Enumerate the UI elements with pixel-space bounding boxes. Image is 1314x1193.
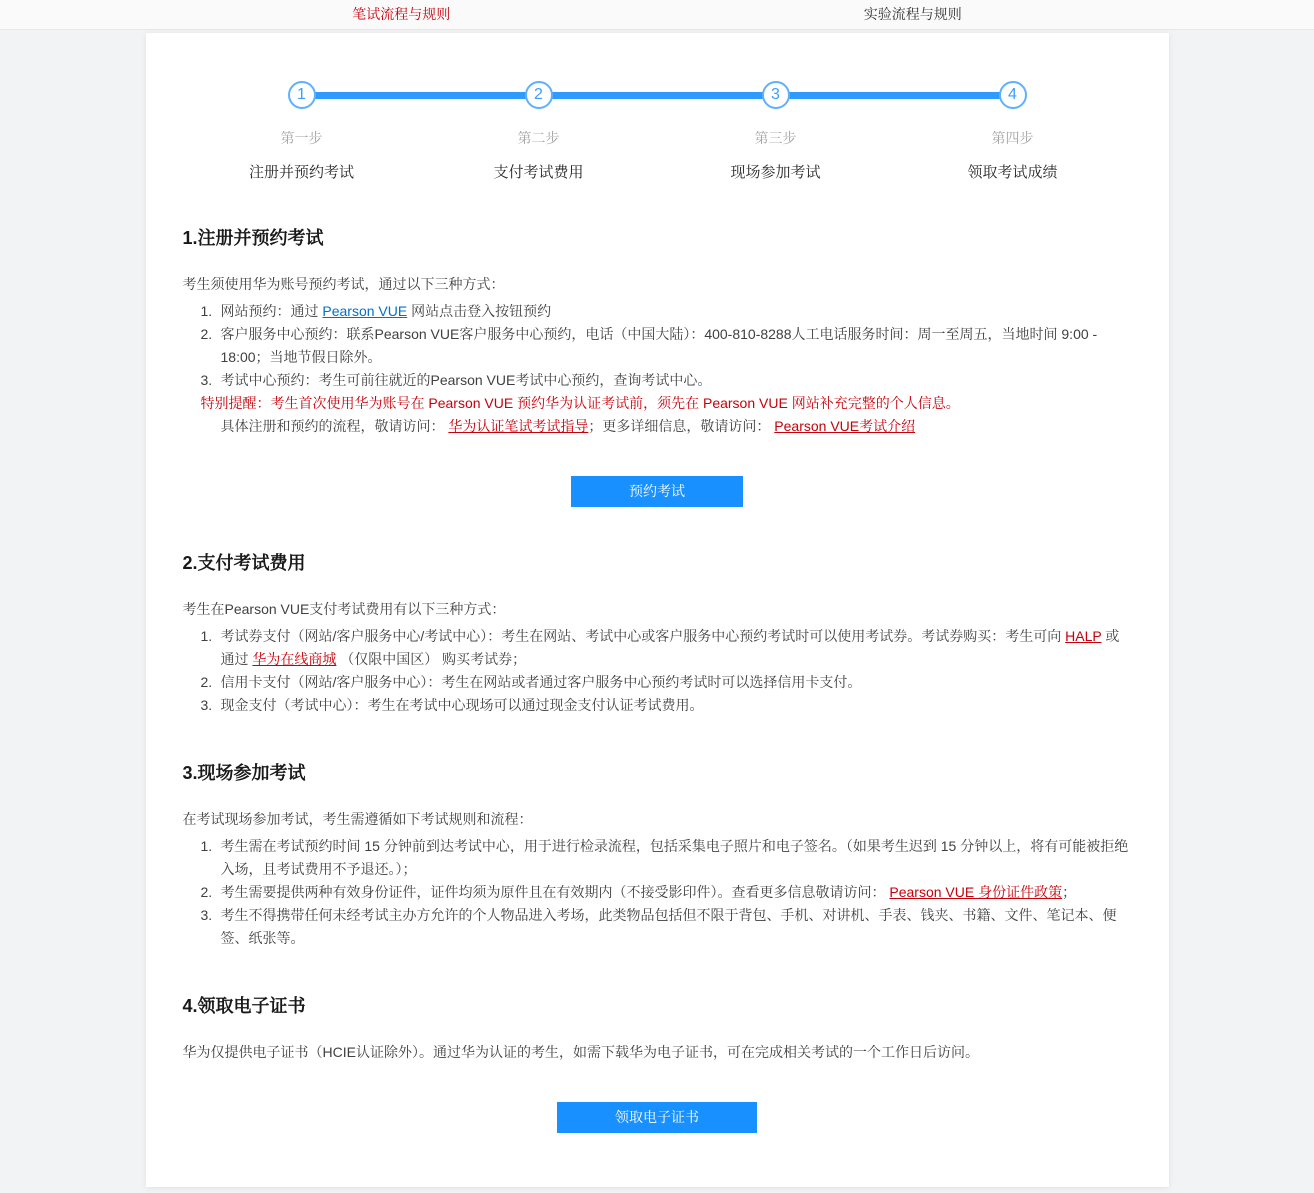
list-item-number: 1. bbox=[200, 303, 213, 319]
list-item bbox=[201, 625, 1132, 671]
list-item-text-mid: 或通过 bbox=[220, 628, 1120, 667]
stepper-connector-line bbox=[306, 92, 1009, 99]
pearson-exam-intro-link[interactable]: Pearson VUE考试介绍 bbox=[774, 418, 916, 434]
section-1-intro: 考生须使用华为账号预约考试，通过以下三种方式： bbox=[182, 276, 505, 292]
list-item-number: 3. bbox=[200, 697, 213, 713]
list-item bbox=[201, 369, 1132, 392]
list-item-text: 客户服务中心预约：联系Pearson VUE客户服务中心预约，电话（中国大陆）：400-810-8288人工电话服务时间：周一至周五，当地时间 9:00 - 18:00；当地节假日除外。 bbox=[220, 326, 1098, 365]
list-item-text bbox=[221, 625, 1132, 671]
tab-bar bbox=[0, 0, 1314, 30]
section-2-heading: 2.支付考试费用 bbox=[182, 553, 306, 573]
step-number-circle: 1 bbox=[288, 81, 316, 109]
step-item-1 bbox=[216, 81, 388, 182]
list-item-number: 3. bbox=[200, 907, 213, 923]
list-item bbox=[201, 881, 1132, 904]
special-reminder-text: 特别提醒：考生首次使用华为账号在 Pearson VUE 预约华为认证考试前，须先在 Pearson VUE 网站补充完整的个人信息。 bbox=[200, 395, 960, 411]
step-label: 第二步 bbox=[517, 130, 560, 146]
list-item bbox=[201, 835, 1132, 881]
list-item-number: 1. bbox=[200, 838, 213, 854]
section-2-intro: 考生在Pearson VUE支付考试费用有以下三种方式： bbox=[182, 601, 506, 617]
detail-text-pre: 具体注册和预约的流程，敬请访问： bbox=[220, 418, 449, 434]
step-number-circle: 2 bbox=[525, 81, 553, 109]
step-label: 第四步 bbox=[991, 130, 1034, 146]
step-number-circle: 3 bbox=[762, 81, 790, 109]
list-item-text-pre: 网站预约：通过 bbox=[220, 303, 323, 319]
step-item-4 bbox=[927, 81, 1099, 182]
content-card bbox=[146, 33, 1169, 1187]
section-1-heading: 1.注册并预约考试 bbox=[182, 228, 324, 248]
list-item-text-pre: 考试券支付（网站/客户服务中心/考试中心）：考生在网站、考试中心或客户服务中心预约考试时可以使用考试券。考试券购买：考生可向 bbox=[220, 628, 1066, 644]
section-1-detail-line bbox=[221, 415, 1132, 438]
huawei-online-mall-link[interactable]: 华为在线商城 bbox=[252, 651, 337, 667]
get-certificate-button-row bbox=[183, 1102, 1132, 1133]
list-item-number: 3. bbox=[200, 372, 213, 388]
list-item-number: 1. bbox=[200, 628, 213, 644]
section-3-intro: 在考试现场参加考试，考生需遵循如下考试规则和流程： bbox=[182, 811, 533, 827]
list-item-number: 2. bbox=[200, 326, 213, 342]
list-item-text: 考生需在考试预约时间 15 分钟前到达考试中心，用于进行检录流程，包括采集电子照片和电子签名。（如果考生迟到 15 分钟以上，将有可能被拒绝入场，且考试费用不予退还。）； bbox=[220, 838, 1129, 877]
list-item bbox=[201, 671, 1132, 694]
exam-process-stepper bbox=[146, 33, 1169, 182]
list-item-text: 考生不得携带任何未经考试主办方允许的个人物品进入考场，此类物品包括但不限于背包、手机、对讲机、手表、钱夹、书籍、文件、笔记本、便签、纸张等。 bbox=[220, 907, 1117, 946]
tab-lab-exam[interactable]: 实验流程与规则 bbox=[863, 6, 962, 22]
list-item-text-post: 网站点击登入按钮预约 bbox=[407, 303, 552, 319]
step-number-circle: 4 bbox=[999, 81, 1027, 109]
section-3-heading: 3.现场参加考试 bbox=[182, 763, 306, 783]
step-label: 第三步 bbox=[754, 130, 797, 146]
book-exam-button-row bbox=[183, 476, 1132, 507]
section-1-list bbox=[201, 300, 1132, 392]
list-item-number: 2. bbox=[200, 884, 213, 900]
tab-bar-inner bbox=[146, 0, 1169, 29]
section-3-list bbox=[201, 835, 1132, 950]
section-2-list bbox=[201, 625, 1132, 717]
list-item bbox=[201, 904, 1132, 950]
step-item-3 bbox=[690, 81, 862, 182]
step-title: 领取考试成绩 bbox=[967, 164, 1058, 181]
step-title: 现场参加考试 bbox=[730, 164, 821, 181]
step-item-2 bbox=[453, 81, 625, 182]
list-item-text: 考试中心预约：考生可前往就近的Pearson VUE考试中心预约，查询考试中心。 bbox=[220, 372, 712, 388]
list-item-text-pre: 考生需要提供两种有效身份证件，证件均须为原件且在有效期内（不接受影印件）。查看更多信息敬请访问： bbox=[220, 884, 890, 900]
section-4-heading: 4.领取电子证书 bbox=[182, 996, 306, 1016]
list-item bbox=[201, 300, 1132, 323]
list-item-text: 现金支付（考试中心）：考生在考试中心现场可以通过现金支付认证考试费用。 bbox=[220, 697, 704, 713]
list-item-text-post: ； bbox=[1062, 884, 1077, 900]
tab-written-exam[interactable]: 笔试流程与规则 bbox=[352, 6, 451, 22]
halp-link[interactable]: HALP bbox=[1065, 628, 1102, 644]
page-content bbox=[146, 226, 1169, 1133]
list-item bbox=[201, 323, 1132, 369]
pearson-vue-link[interactable]: Pearson VUE bbox=[322, 303, 408, 319]
step-title: 支付考试费用 bbox=[493, 164, 584, 181]
step-label: 第一步 bbox=[280, 130, 323, 146]
get-certificate-button[interactable]: 领取电子证书 bbox=[557, 1102, 757, 1133]
list-item-text bbox=[221, 881, 1132, 904]
list-item-text bbox=[221, 300, 1132, 323]
step-title: 注册并预约考试 bbox=[248, 164, 354, 181]
book-exam-button[interactable]: 预约考试 bbox=[571, 476, 743, 507]
list-item bbox=[201, 694, 1132, 717]
detail-text-mid: ；更多详细信息，敬请访问： bbox=[588, 418, 775, 434]
list-item-text-post: （仅限中国区） 购买考试券； bbox=[336, 651, 527, 667]
id-policy-link[interactable]: Pearson VUE 身份证件政策 bbox=[889, 884, 1063, 900]
written-exam-guide-link[interactable]: 华为认证笔试考试指导 bbox=[448, 418, 589, 434]
list-item-text: 信用卡支付（网站/客户服务中心）：考生在网站或者通过客户服务中心预约考试时可以选择信用卡支付。 bbox=[220, 674, 862, 690]
list-item-number: 2. bbox=[200, 674, 213, 690]
section-4-body: 华为仅提供电子证书（HCIE认证除外）。通过华为认证的考生，如需下载华为电子证书，可在完成相关考试的一个工作日后访问。 bbox=[182, 1044, 979, 1060]
